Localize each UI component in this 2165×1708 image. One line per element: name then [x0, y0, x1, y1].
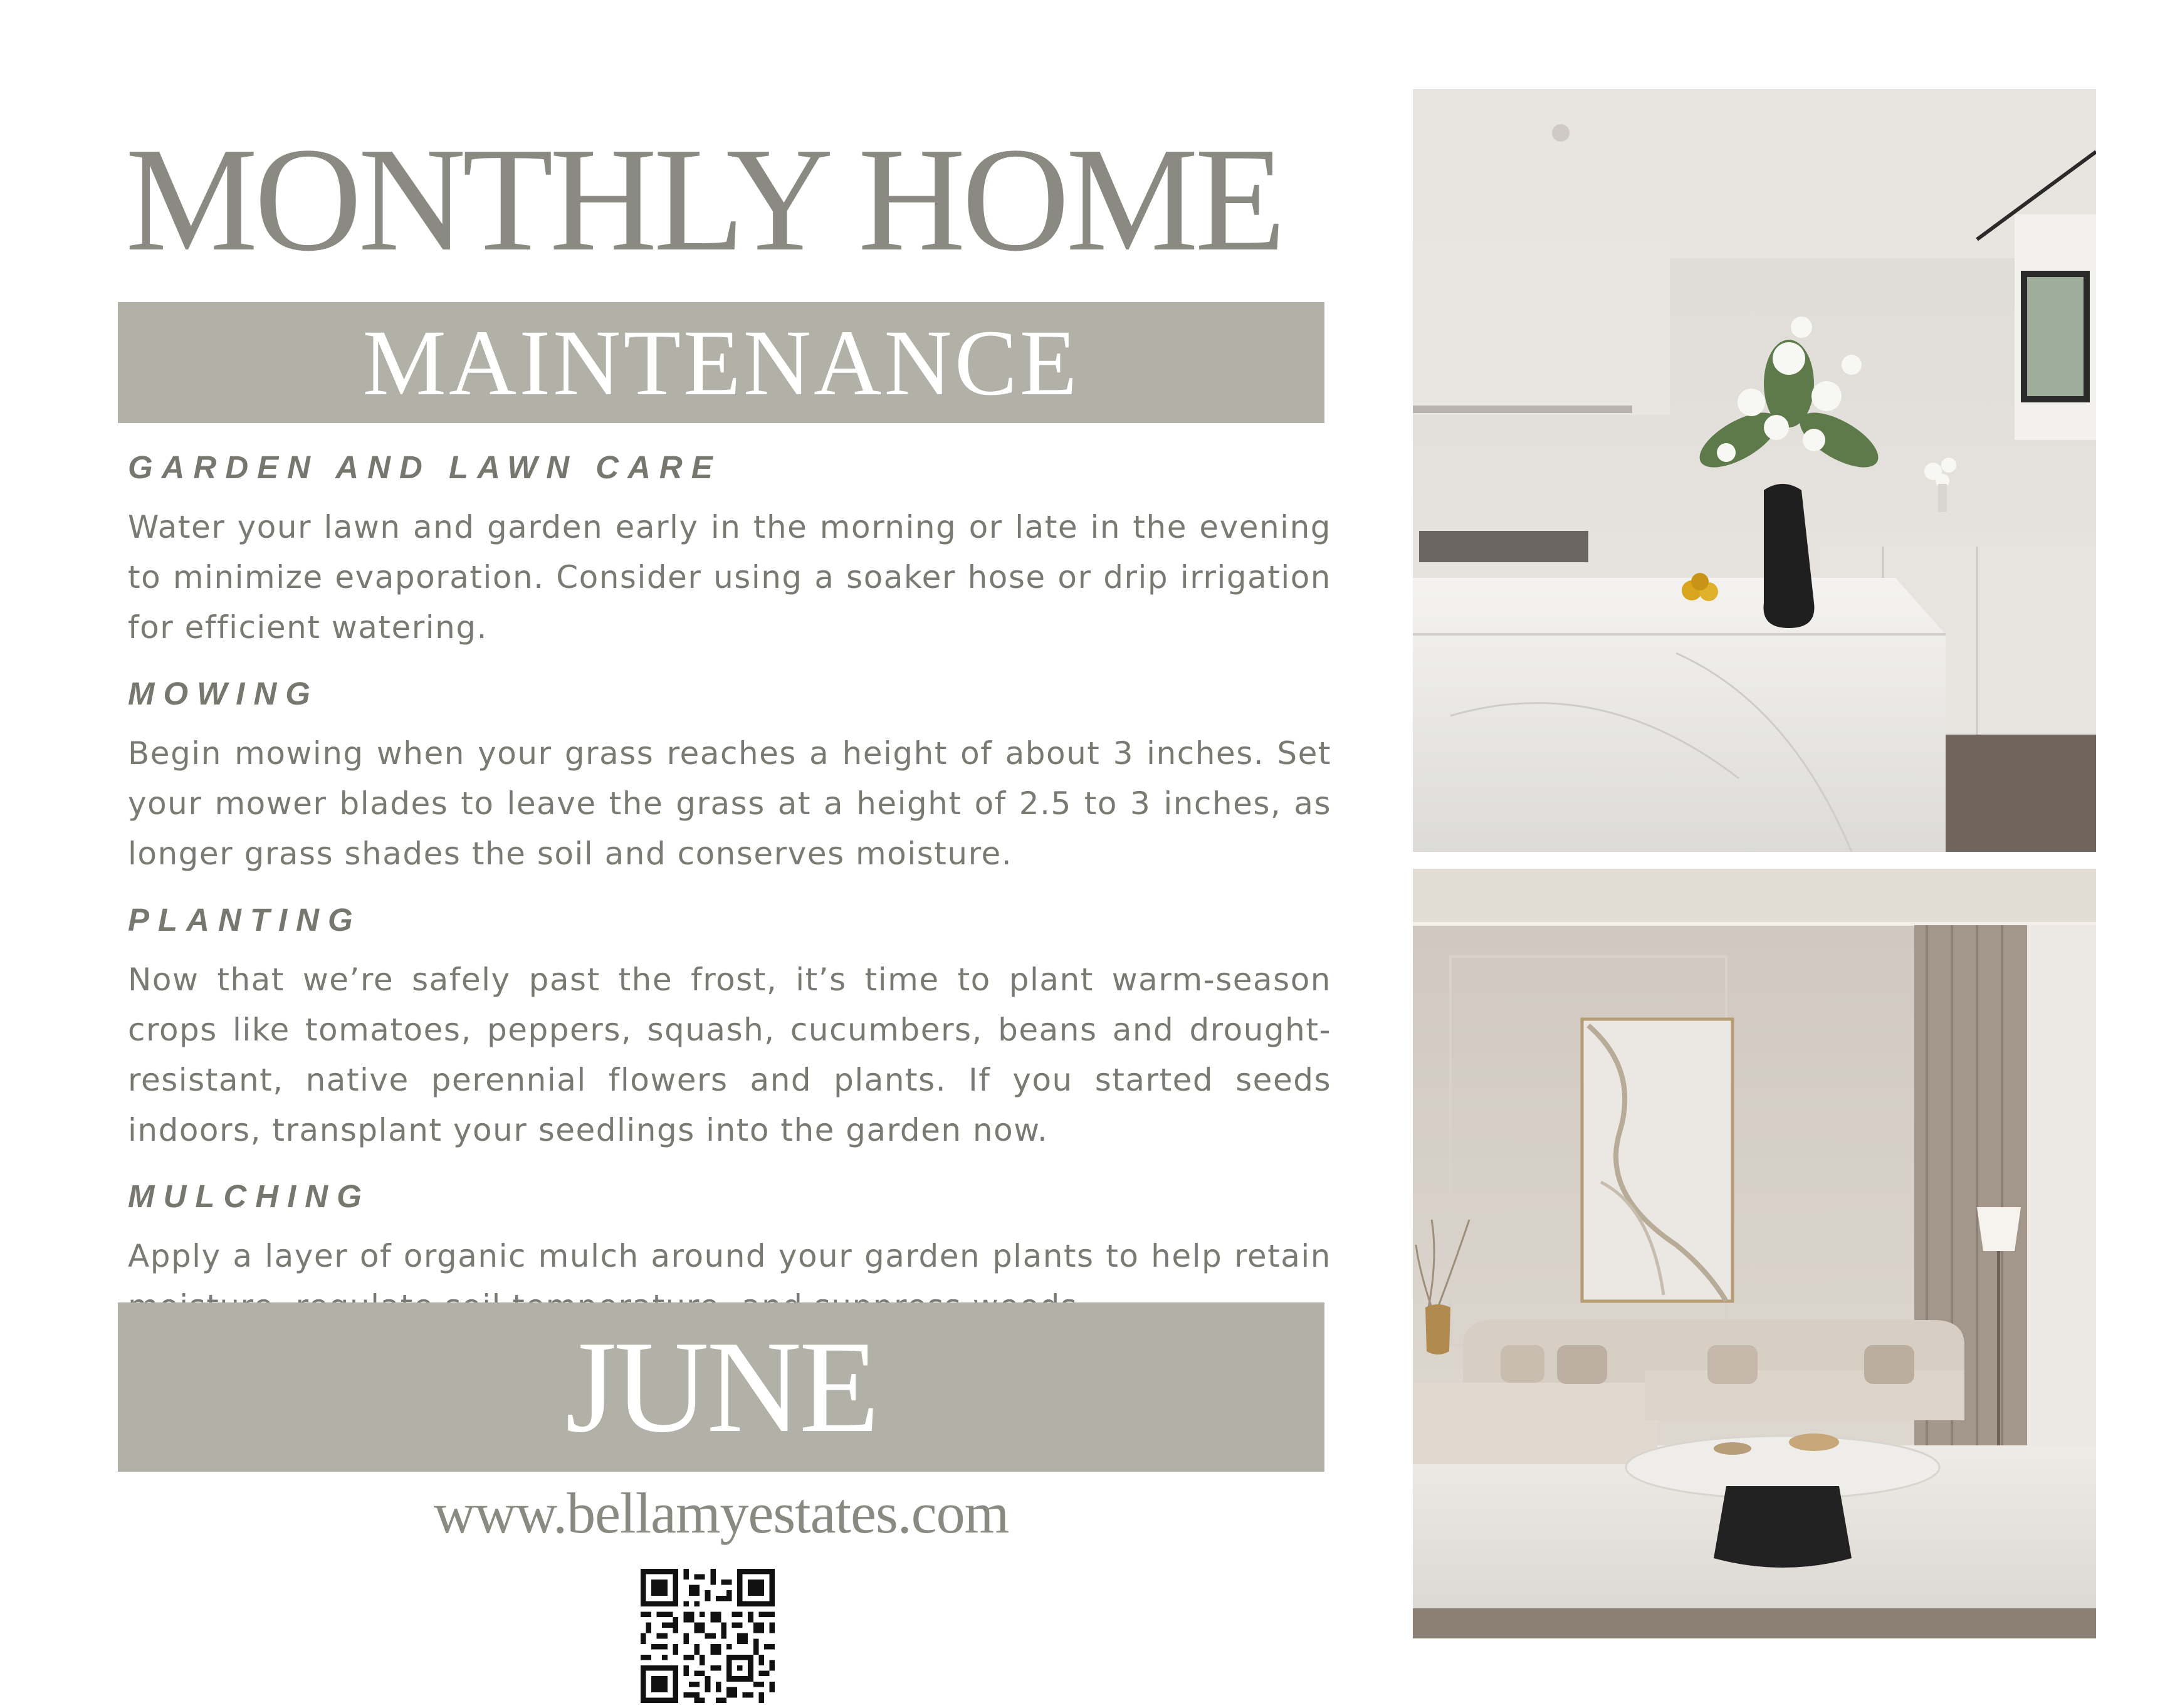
section-text: Apply a layer of organic mulch around your garden plants to help retain: [128, 1238, 1331, 1274]
section-garden-lawn-care: [128, 451, 1331, 652]
section-heading: MULCHING: [128, 1178, 370, 1214]
section-text: Now that we’re safely past the frost, it’s time to plant warm-season crops like tomatoes, peppers, squash, cucumbers, beans and drought-resistant, native perennial flowers and plants. If you started seeds indoors, transplant your seedlings into the garden now.: [128, 961, 1331, 1148]
section-heading: GARDEN AND LAWN CARE: [128, 449, 721, 485]
section-planting: [128, 904, 1331, 1155]
qr-code-graphic: [641, 1569, 775, 1703]
section-heading: MOWING: [128, 676, 319, 711]
page-title: MONTHLY HOME: [125, 117, 1282, 282]
kitchen-image: [1413, 89, 2096, 852]
living-room-image: [1413, 869, 2096, 1638]
section-heading: PLANTING: [128, 902, 362, 938]
qr-code-icon[interactable]: [641, 1569, 775, 1703]
living-room-photo: [1413, 869, 2096, 1638]
section-mowing: [128, 678, 1331, 879]
month-banner: [118, 1302, 1324, 1472]
kitchen-photo: [1413, 89, 2096, 852]
section-text: Begin mowing when your grass reaches a height of about 3 inches. Set your mower blades to leave the grass at a height of 2.5 to 3 inches, as longer grass shades the soil and conserves moisture.: [128, 735, 1331, 872]
section-text: Water your lawn and garden early in the morning or late in the evening to minimize evaporation. Consider using a soaker hose or drip irrigation for efficient watering.: [128, 509, 1331, 646]
maintenance-label: MAINTENANCE: [362, 310, 1080, 415]
website-link[interactable]: www.bellamyestates.com: [433, 1481, 1009, 1545]
maintenance-banner: [118, 302, 1324, 423]
month-label: JUNE: [565, 1314, 878, 1460]
sections-container: [128, 451, 1331, 1356]
